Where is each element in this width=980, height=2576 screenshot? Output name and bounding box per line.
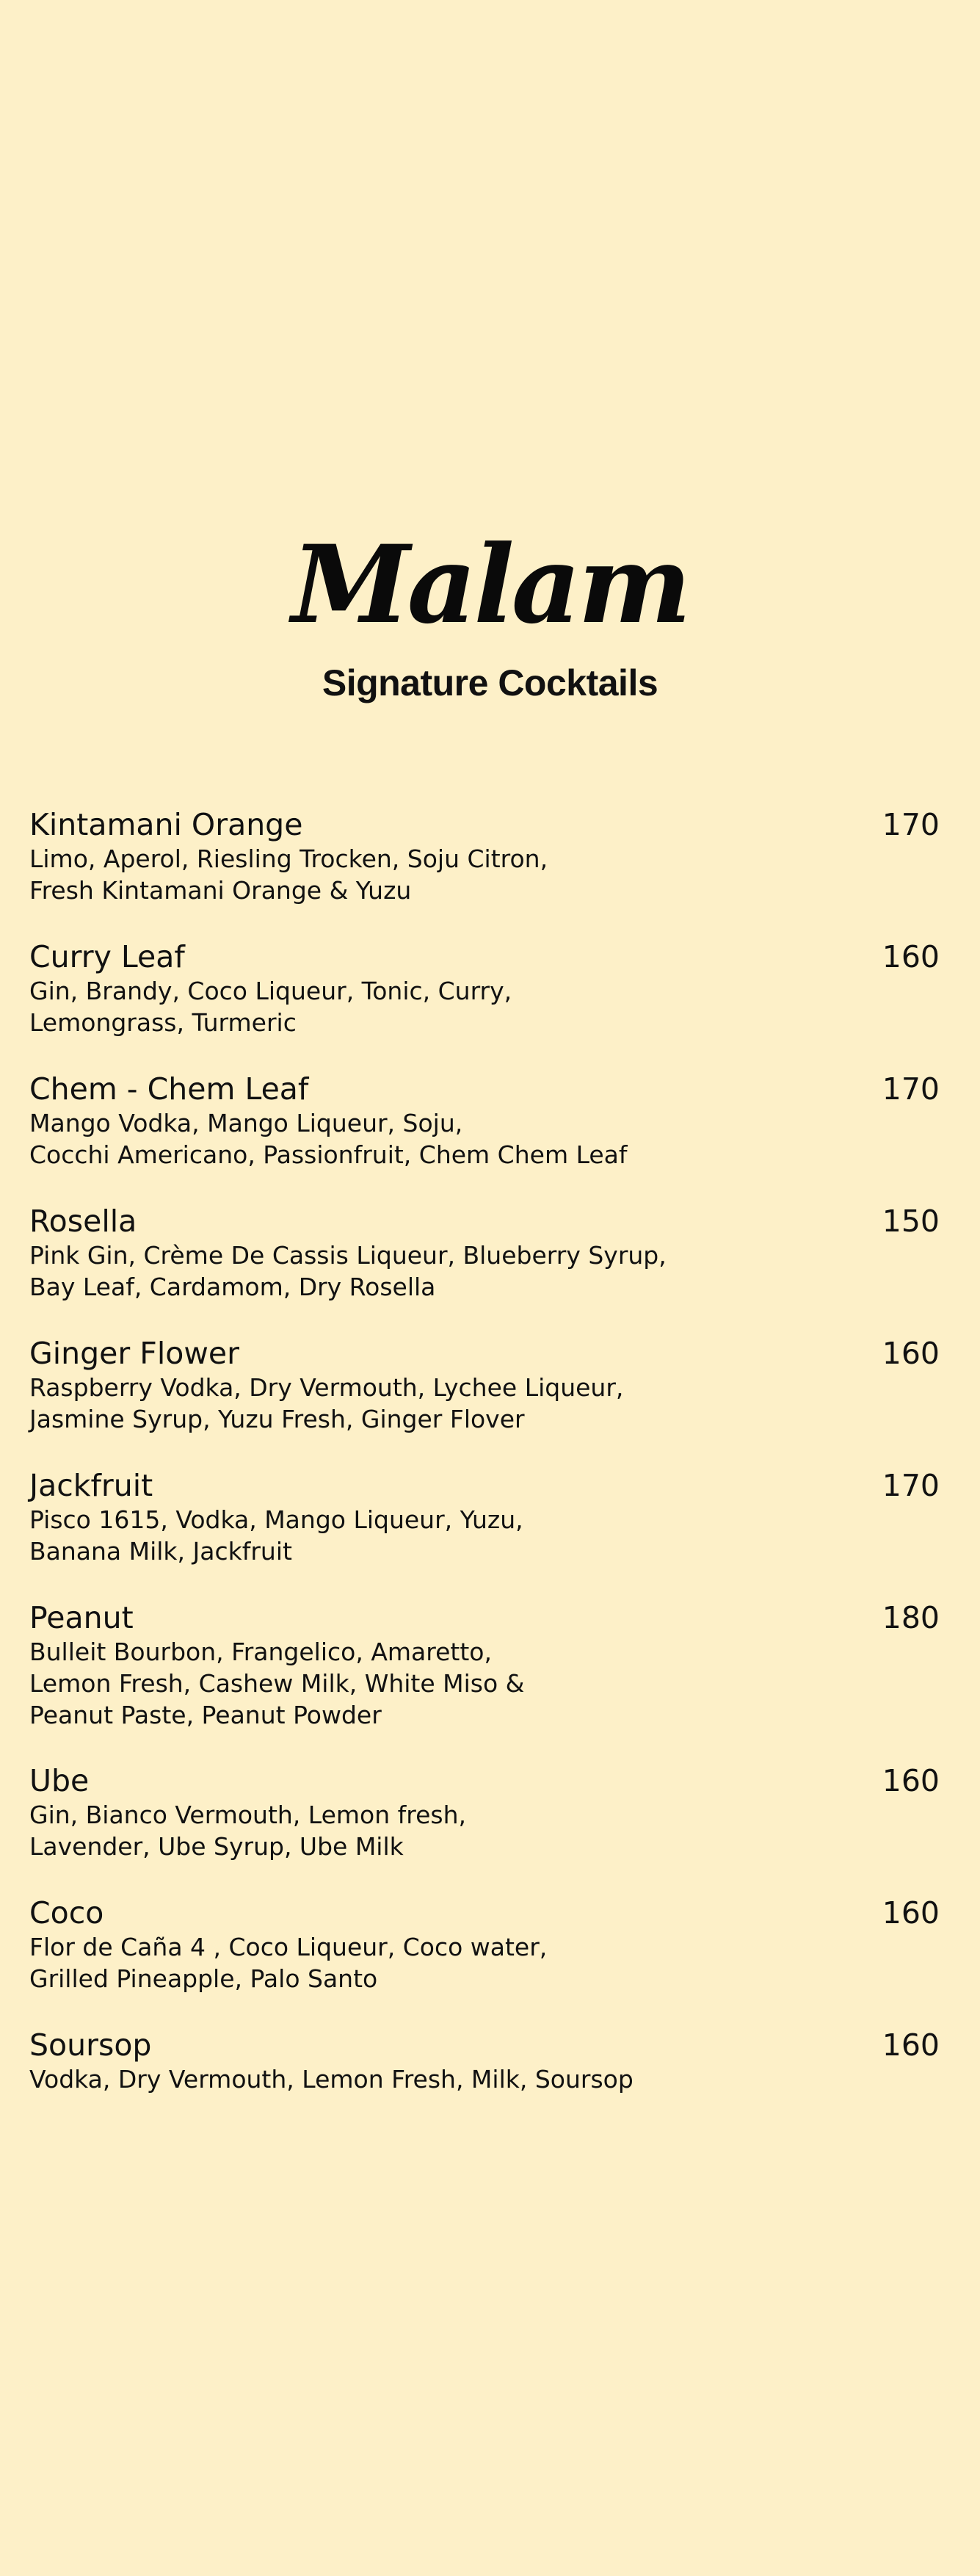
item-name: Peanut [29,1600,134,1635]
menu-item-chem-chem-leaf [29,1071,940,1203]
item-description-line: Flor de Caña 4 , Coco Liqueur, Coco water, [29,1933,548,1961]
item-description-line: Gin, Bianco Vermouth, Lemon fresh, [29,1801,466,1829]
item-description-line: Lemon Fresh, Cashew Milk, White Miso & [29,1669,525,1698]
item-description-line: Fresh Kintamani Orange & Yuzu [29,876,412,905]
item-name: Chem - Chem Leaf [29,1071,309,1107]
item-description-line: Lemongrass, Turmeric [29,1008,297,1037]
item-name: Soursop [29,2027,152,2063]
item-description-line: Grilled Pineapple, Palo Santo [29,1964,378,1993]
item-name: Curry Leaf [29,939,185,974]
item-description-line: Mango Vodka, Mango Liqueur, Soju, [29,1109,463,1137]
menu-item-curry-leaf [29,938,940,1071]
item-price: 160 [882,2027,940,2063]
item-price: 170 [882,1071,940,1107]
item-description-line: Pisco 1615, Vodka, Mango Liqueur, Yuzu, [29,1505,523,1534]
item-price: 170 [882,1468,940,1503]
item-description-line: Pink Gin, Crème De Cassis Liqueur, Blueberry Syrup, [29,1241,667,1270]
item-name: Rosella [29,1204,137,1239]
item-price: 160 [882,1336,940,1371]
menu-item-coco [29,1895,940,2027]
item-description-line: Limo, Aperol, Riesling Trocken, Soju Citron, [29,844,548,873]
item-name: Ube [29,1763,90,1798]
item-price: 160 [882,1763,940,1798]
menu-item-ube [29,1762,940,1895]
brand-logo: Malam [291,522,689,648]
menu-item-ginger-flower [29,1335,940,1467]
item-description-line: Gin, Brandy, Coco Liqueur, Tonic, Curry, [29,977,512,1005]
item-description-line: Cocchi Americano, Passionfruit, Chem Chem Leaf [29,1140,628,1169]
item-description-line: Jasmine Syrup, Yuzu Fresh, Ginger Flover [29,1405,525,1433]
item-name: Jackfruit [29,1468,153,1503]
item-price: 160 [882,1895,940,1931]
item-description-line: Vodka, Dry Vermouth, Lemon Fresh, Milk, Soursop [29,2065,634,2094]
cocktail-list [29,806,940,2159]
menu-subtitle: Signature Cocktails [322,662,658,703]
menu-item-peanut [29,1599,940,1762]
item-price: 160 [882,939,940,974]
item-description-line: Raspberry Vodka, Dry Vermouth, Lychee Liqueur, [29,1373,624,1402]
menu-item-jackfruit [29,1467,940,1599]
item-price: 180 [882,1600,940,1635]
menu-item-soursop [29,2027,940,2159]
item-description-line: Lavender, Ube Syrup, Ube Milk [29,1832,404,1861]
item-name: Coco [29,1895,104,1931]
item-description-line: Bulleit Bourbon, Frangelico, Amaretto, [29,1638,492,1666]
item-description-line: Banana Milk, Jackfruit [29,1537,292,1566]
item-price: 150 [882,1204,940,1239]
menu-item-rosella [29,1203,940,1335]
item-description-line: Peanut Paste, Peanut Powder [29,1701,382,1729]
item-price: 170 [882,807,940,842]
item-description-line: Bay Leaf, Cardamom, Dry Rosella [29,1273,436,1301]
item-name: Ginger Flower [29,1336,239,1371]
menu-item-kintamani-orange [29,806,940,938]
item-name: Kintamani Orange [29,807,303,842]
